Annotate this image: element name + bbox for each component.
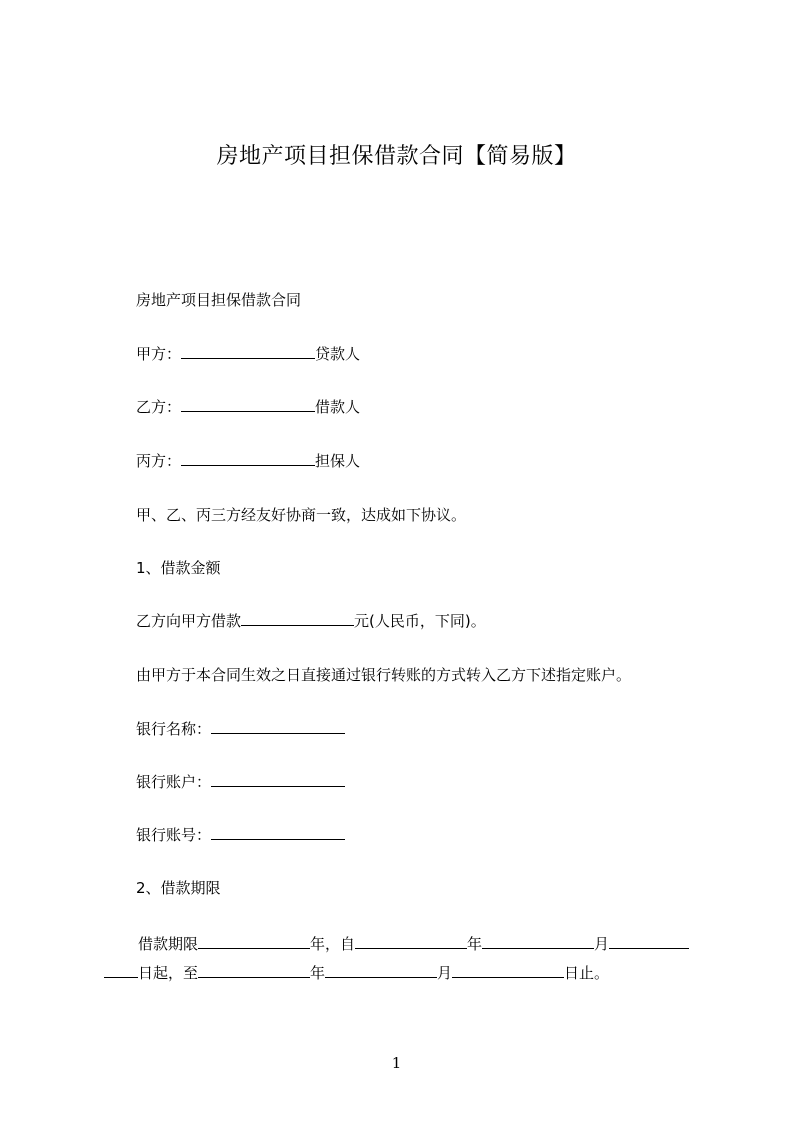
- party-a-label: 甲方：: [136, 345, 182, 363]
- term-part8: 日止。: [564, 964, 610, 982]
- bank-account-line: [136, 772, 345, 792]
- bank-account-label: 银行账户：: [136, 773, 212, 791]
- start-year-blank[interactable]: [355, 934, 467, 949]
- term-duration-blank[interactable]: [198, 934, 310, 949]
- transfer-text: 由甲方于本合同生效之日直接通过银行转账的方式转入乙方下述指定账户。: [136, 666, 632, 684]
- contract-subtitle: 房地产项目担保借款合同: [136, 291, 302, 309]
- section1-heading: 1、借款金额: [136, 559, 221, 577]
- agreement-intro: 甲、乙、丙三方经友好协商一致，达成如下协议。: [136, 506, 467, 524]
- term-part4: 月: [594, 935, 610, 953]
- bank-name-label: 银行名称：: [136, 720, 212, 738]
- term-part2: 年，自: [310, 935, 356, 953]
- term-part3: 年: [467, 935, 483, 953]
- bank-number-label: 银行账号：: [136, 826, 212, 844]
- page-number: 1: [391, 1054, 402, 1072]
- loan-term-paragraph: [104, 930, 704, 988]
- document-title: 房地产项目担保借款合同【简易版】: [216, 144, 577, 169]
- party-a-blank[interactable]: [181, 344, 315, 359]
- section2-heading: 2、借款期限: [136, 879, 221, 897]
- party-c-line: [136, 451, 360, 471]
- start-day-blank-part2[interactable]: [104, 963, 138, 978]
- term-part1: 借款期限: [138, 935, 199, 953]
- end-day-blank[interactable]: [452, 963, 564, 978]
- loan-amount-line: [136, 611, 486, 631]
- party-a-line: [136, 344, 360, 364]
- loan-amount-blank[interactable]: [241, 611, 354, 626]
- term-part7: 月: [437, 964, 453, 982]
- loan-text-prefix: 乙方向甲方借款: [136, 612, 242, 630]
- bank-name-line: [136, 719, 345, 739]
- party-b-role: 借款人: [315, 398, 361, 416]
- party-b-line: [136, 397, 360, 417]
- term-part6: 年: [310, 964, 326, 982]
- party-b-blank[interactable]: [181, 397, 315, 412]
- party-c-blank[interactable]: [181, 451, 315, 466]
- start-month-blank[interactable]: [482, 934, 594, 949]
- start-day-blank-part1[interactable]: [609, 934, 689, 949]
- party-c-label: 丙方：: [136, 452, 182, 470]
- end-month-blank[interactable]: [325, 963, 437, 978]
- term-part5: 日起，至: [138, 964, 199, 982]
- party-c-role: 担保人: [315, 452, 361, 470]
- loan-text-suffix: 元(人民币，下同)。: [354, 612, 486, 630]
- party-b-label: 乙方：: [136, 398, 182, 416]
- bank-number-line: [136, 825, 345, 845]
- end-year-blank[interactable]: [198, 963, 310, 978]
- bank-name-blank[interactable]: [211, 719, 345, 734]
- bank-number-blank[interactable]: [211, 825, 345, 840]
- bank-account-blank[interactable]: [211, 772, 345, 787]
- party-a-role: 贷款人: [315, 345, 361, 363]
